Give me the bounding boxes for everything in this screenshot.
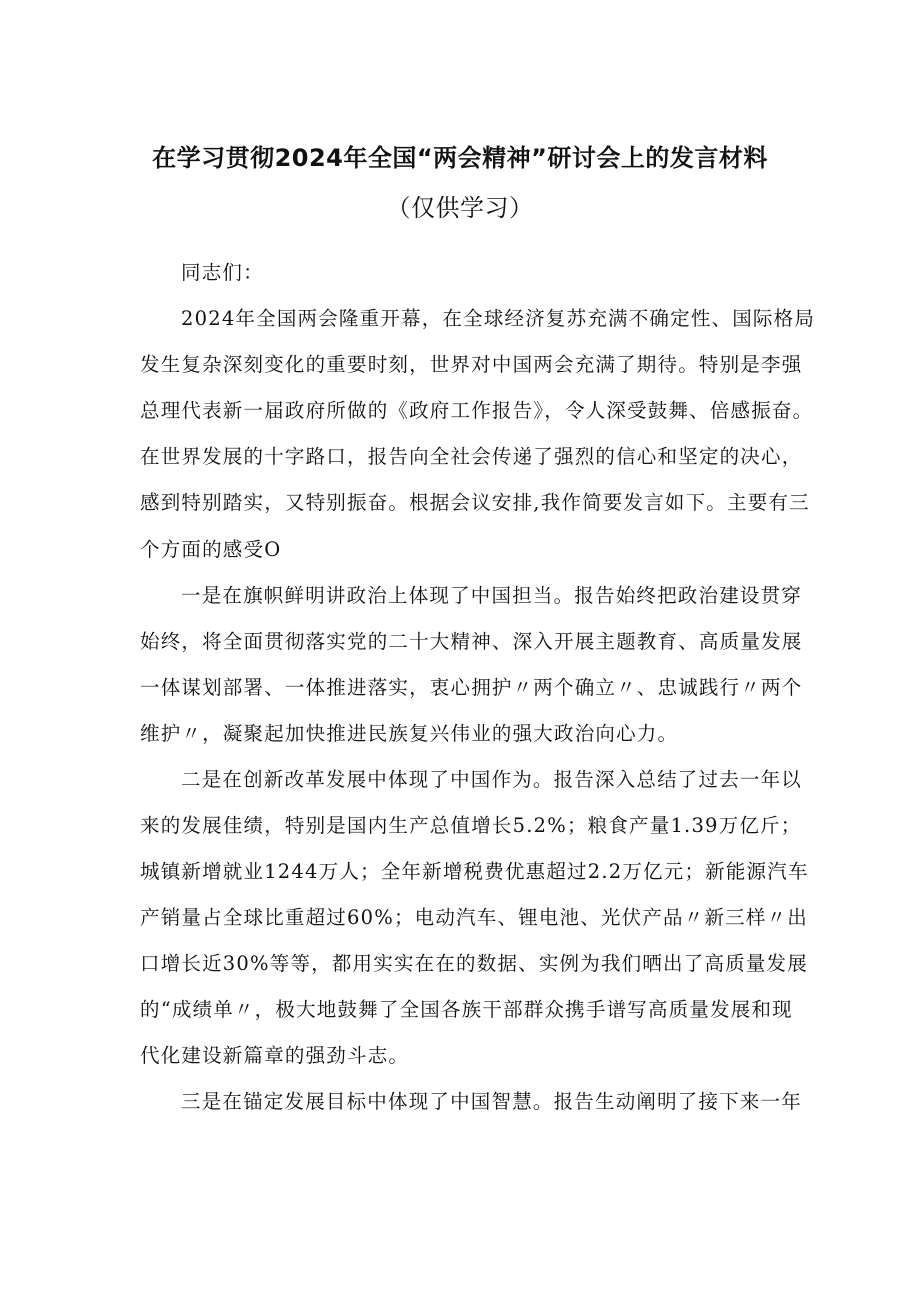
paragraph-line: 来的发展佳绩，特别是国内生产总值增长5.2%；粮食产量1.39万亿斤； (140, 814, 802, 837)
paragraph-line: 一是在旗帜鲜明讲政治上体现了中国担当。报告始终把政治建设贯穿 (181, 584, 803, 607)
paragraph-line: 三是在锚定发展目标中体现了中国智慧。报告生动阐明了接下来一年 (181, 1090, 803, 1113)
paragraph-line: 产销量占全球比重超过60%；电动汽车、锂电池、光伏产品〃新三样〃出 (140, 906, 808, 929)
document-subtitle: （仅供学习） (386, 194, 534, 222)
paragraph-line: 总理代表新一届政府所做的《政府工作报告》，令人深受鼓舞、倍感振奋。 (140, 399, 814, 422)
paragraph-line: 的“成绩单〃，极大地鼓舞了全国各族干部群众携手谱写高质量发展和现 (140, 998, 793, 1021)
document-title: 在学习贯彻2024年全国“两会精神”研讨会上的发言材料 (152, 144, 768, 172)
paragraph-line: 始终，将全面贯彻落实党的二十大精神、深入开展主题教育、高质量发展 (140, 630, 803, 653)
paragraph-line: 维护〃，凝聚起加快推进民族复兴伟业的强大政治向心力。 (140, 722, 679, 745)
paragraph-line: 感到特别踏实，又特别振奋。根据会议安排,我作简要发言如下。主要有三 (140, 491, 810, 514)
paragraph-line: 一体谋划部署、一体推进落实，衷心拥护〃两个确立〃、忠诚践行〃两个 (140, 676, 803, 699)
paragraph-line: 二是在创新改革发展中体现了中国作为。报告深入总结了过去一年以 (181, 768, 803, 791)
paragraph-line: 发生复杂深刻变化的重要时刻，世界对中国两会充满了期待。特别是李强 (140, 353, 803, 376)
paragraph-line: 城镇新增就业1244万人；全年新增税费优惠超过2.2万亿元；新能源汽车 (140, 860, 809, 883)
paragraph-line: 个方面的感受O (140, 538, 282, 561)
paragraph-line: 代化建设新篇章的强劲斗志。 (140, 1044, 410, 1067)
salutation: 同志们： (181, 261, 264, 284)
paragraph-line: 口增长近30%等等，都用实实在在的数据、实例为我们晒出了高质量发展 (140, 952, 808, 975)
paragraph-line: 2024年全国两会隆重开幕，在全球经济复苏充满不确定性、国际格局 (181, 307, 816, 330)
paragraph-line: 在世界发展的十字路口，报告向全社会传递了强烈的信心和坚定的决心， (140, 445, 803, 468)
